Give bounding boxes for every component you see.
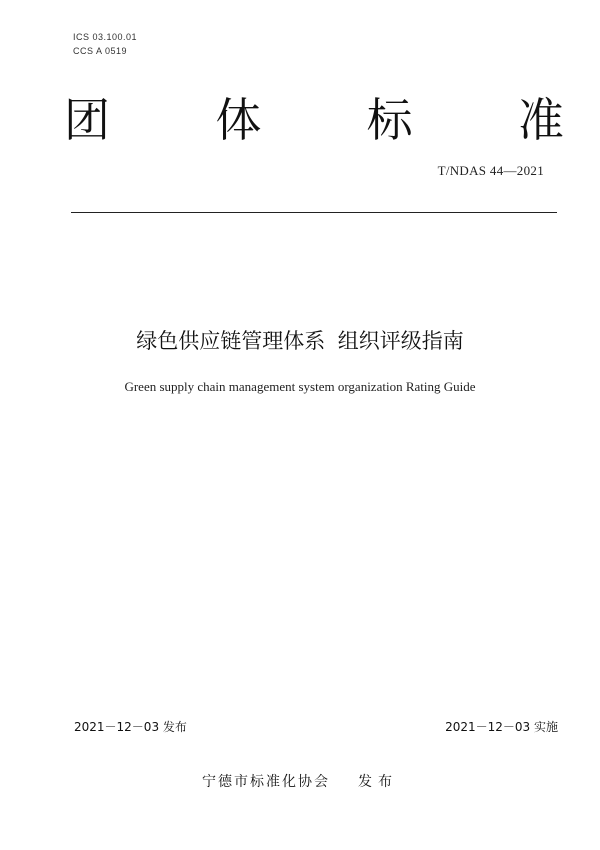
publisher-name: 宁德市标准化协会 [202,774,330,790]
publish-date: 2021－12－03 发布 [74,720,187,734]
document-title-english: Green supply chain management system organization Rating Guide [124,379,476,394]
title-char-2: 体 [215,93,262,147]
document-title-part-1: 绿色供应链管理体系 [136,329,326,353]
publisher-line [0,772,600,792]
standard-number: T/NDAS 44—2021 [437,163,544,178]
ics-code: ICS 03.100.01 [73,32,138,42]
document-title-chinese [0,326,600,356]
ccs-code: CCS A 0519 [73,46,128,56]
publisher-action: 发布 [358,774,398,790]
standard-type-title [64,90,564,150]
title-char-1: 团 [64,93,110,147]
implement-date: 2021－12－03 实施 [445,720,558,734]
header-divider [71,212,557,213]
document-title-part-2: 组织评级指南 [337,329,464,353]
title-char-3: 标 [366,93,413,147]
classification-codes [73,30,137,58]
title-char-4: 准 [517,93,564,147]
